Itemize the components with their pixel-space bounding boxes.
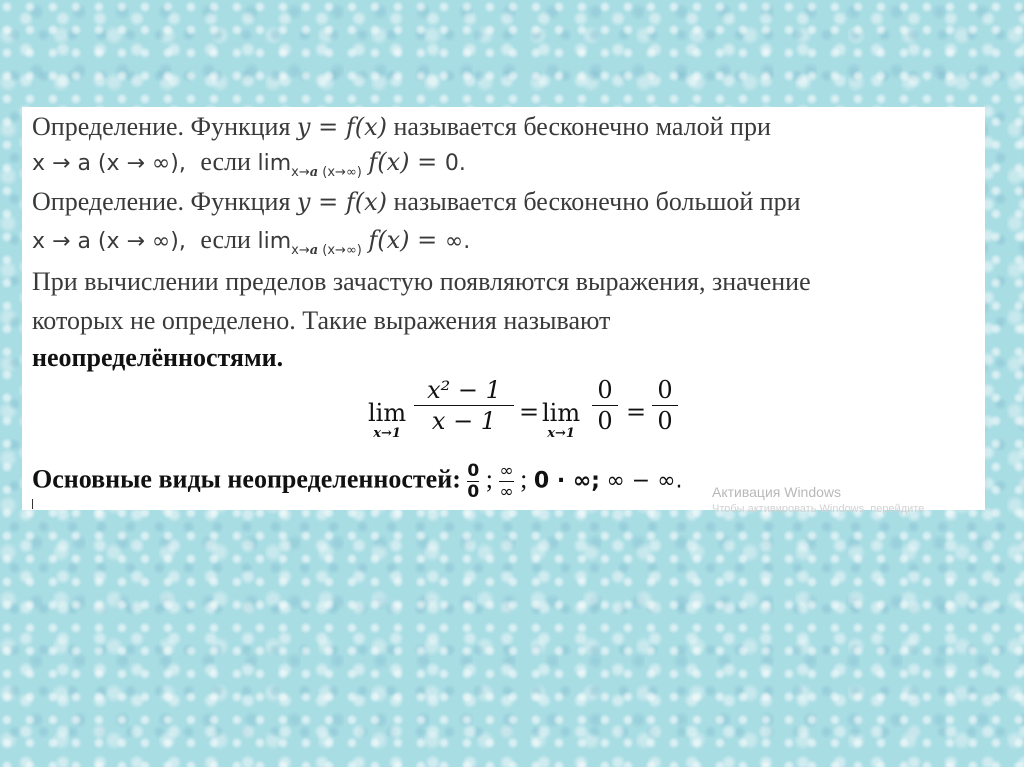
types-label: Основные виды неопределенностей:: [32, 464, 461, 494]
formula-fraction-zero-1: 0 0: [592, 375, 618, 436]
windows-activation-hint: Чтобы активировать Windows, перейдите: [712, 503, 925, 515]
definition2-text: называется бесконечно большой при: [393, 187, 801, 216]
windows-activation-watermark: Активация Windows: [712, 484, 842, 500]
definition1-lim: lim: [257, 151, 292, 176]
definition1-if: если: [200, 147, 251, 176]
type-infinity-minus-infinity: ∞ − ∞.: [606, 468, 683, 494]
formula-equals-2: =: [626, 398, 647, 426]
formula-denominator: x − 1: [431, 407, 497, 435]
definition1-condition: x → a (x → ∞),: [32, 151, 186, 176]
formula-numerator: x² − 1: [427, 376, 501, 404]
slide-content-card: [22, 107, 985, 515]
definition-infinitesimal-condition: [32, 147, 466, 180]
definition2-if: если: [200, 225, 251, 254]
definition1-result: 0.: [444, 151, 466, 176]
text-cursor: [32, 499, 33, 509]
definition2-expression: f(x) =: [368, 226, 445, 254]
formula-fraction-zero-2: 0 0: [652, 375, 678, 436]
type-infinity-over-infinity: $\frac{\infty}{\infty}$: [499, 461, 514, 502]
formula-lim2: lim x→1: [542, 399, 581, 441]
definition-infinitely-large: [32, 187, 801, 217]
limit-formula: [22, 370, 985, 460]
definition2-function: y = f(x): [296, 188, 387, 216]
definition-infinitely-large-condition: [32, 225, 470, 258]
formula-lim1: lim x→1: [368, 399, 407, 441]
definition1-function: y = f(x): [296, 113, 387, 141]
paragraph-line-2: которых не определено. Такие выражения называют: [32, 306, 611, 335]
paragraph-term: неопределённостями.: [32, 343, 284, 372]
type-zero-over-zero: $\frac{0}{0}$: [467, 461, 480, 502]
definition2-lim: lim: [257, 229, 292, 254]
definition-infinitesimal: [32, 112, 771, 142]
paragraph-line-1: При вычислении пределов зачастую появляются выражения, значение: [32, 267, 811, 296]
definition2-result: ∞.: [444, 229, 471, 254]
definition1-text: называется бесконечно малой при: [393, 112, 771, 141]
definition1-expression: f(x) =: [368, 148, 445, 176]
definition2-prefix: Определение. Функция: [32, 187, 291, 216]
formula-equals-1: =: [519, 398, 540, 426]
definition1-lim-sub: x→a (x→∞): [291, 165, 362, 180]
definition1-prefix: Определение. Функция: [32, 112, 291, 141]
formula-fraction-main: [414, 375, 514, 436]
definition2-lim-sub: x→a (x→∞): [291, 243, 362, 258]
indeterminate-types: Основные виды неопределенностей: $\frac{0}{0}$ ; $\frac{\infty}{\infty}$ ; 0 · ∞; ∞ − ∞.: [32, 461, 683, 502]
definition2-condition: x → a (x → ∞),: [32, 229, 186, 254]
type-zero-times-infinity: 0 · ∞;: [533, 468, 600, 494]
